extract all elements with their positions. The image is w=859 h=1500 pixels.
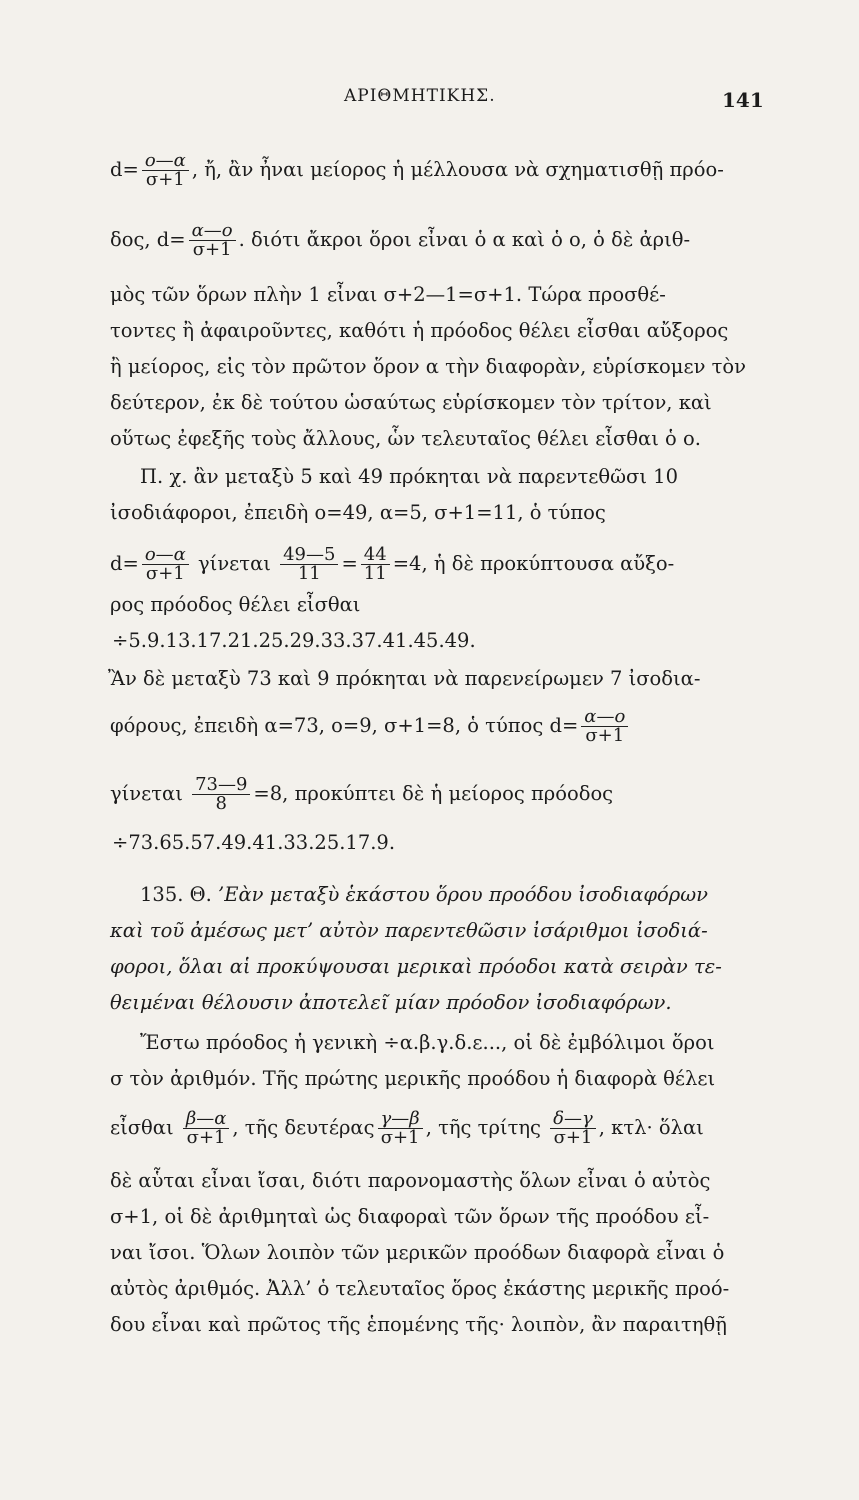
text-line: τοντες ἢ ἀφαιροῦντες, καθότι ἡ πρόοδος θέλει εἶσθαι αὔξορος [110, 319, 729, 342]
text-line: ρος πρόοδος θέλει εἶσθαι [110, 593, 361, 616]
text-line: δου εἶναι καὶ πρῶτος τῆς ἑπομένης τῆς· λοιπὸν, ἂν παραιτηθῇ [110, 1313, 727, 1336]
theorem-line [140, 882, 708, 908]
text-line: αὐτὸς ἀριθμός. Ἀλλ’ ὁ τελευταῖος ὅρος ἑκάστης μερικῆς προό- [110, 1277, 730, 1300]
fraction: $\frac{\beta—\alpha}{\sigma+1}$ [183, 1110, 230, 1147]
text-span: , ἤ, ἂν ἦναι μείορος ἡ μέλλουσα νὰ σχηματισθῇ πρόο- [191, 158, 724, 181]
text-line [110, 222, 690, 259]
text-span: =8, προκύπτει δὲ ἡ μείορος πρόοδος [253, 782, 614, 805]
fraction: $\frac{73—9}{8}$ [192, 776, 250, 813]
fraction: $\frac{o—\alpha}{\sigma+1}$ [142, 546, 189, 583]
text-line: σ+1, οἱ δὲ ἀριθμηταὶ ὡς διαφοραὶ τῶν ὅρων τῆς προόδου εἶ- [110, 1205, 710, 1228]
fraction: $\frac{\alpha—o}{\sigma+1}$ [581, 708, 628, 745]
text-line: οὕτως ἐφεξῆς τοὺς ἄλλους, ὧν τελευταῖος θέλει εἶσθαι ὁ ο. [110, 427, 701, 450]
text-line: ἢ μείορος, εἰς τὸν πρῶτον ὅρον α τὴν διαφορὰν, εὑρίσκομεν τὸν [110, 355, 747, 378]
text-span: , κτλ· ὅλαι [598, 1116, 704, 1139]
theorem-line: καὶ τοῦ ἀμέσως μετ’ αὐτὸν παρεντεθῶσιν ἰσάριθμοι ἰσοδιά- [110, 919, 708, 942]
text-span: . διότι ἄκροι ὅροι εἶναι ὁ α καὶ ὁ ο, ὁ δὲ ἀριθ- [238, 228, 691, 251]
text-line [110, 1110, 704, 1147]
text-line [110, 546, 674, 583]
text-span: , τῆς τρίτης [425, 1116, 548, 1139]
fraction: $\frac{\delta—\gamma}{\sigma+1}$ [550, 1110, 596, 1147]
text-line: Ἔστω πρόοδος ἡ γενικὴ ÷α.β.γ.δ.ε..., οἱ δὲ ἐμβόλιμοι ὅροι [140, 1031, 715, 1054]
theorem-line: φοροι, ὅλαι αἱ προκύψουσαι μερικαὶ πρόοδοι κατὰ σειρὰν τε- [110, 955, 722, 978]
formula-lhs: δος, d= [110, 228, 186, 251]
fraction: $\frac{49—5}{11}$ [280, 546, 338, 583]
text-line [110, 152, 724, 189]
text-span: = [341, 552, 358, 575]
text-line [110, 708, 631, 745]
text-line: δὲ αὗται εἶναι ἴσαι, διότι παρονομαστὴς ὅλων εἶναι ὁ αὐτὸς [110, 1169, 711, 1192]
text-span: γίνεται [110, 782, 190, 805]
text-line: δεύτερον, ἐκ δὲ τούτου ὡσαύτως εὑρίσκομεν τὸν τρίτον, καὶ [110, 391, 712, 414]
text-line: ναι ἴσοι. Ὅλων λοιπὸν τῶν μερικῶν προόδων διαφορὰ εἶναι ὁ [110, 1241, 725, 1264]
fraction: $\frac{\gamma—\beta}{\sigma+1}$ [378, 1110, 423, 1147]
text-line: ÷73.65.57.49.41.33.25.17.9. [112, 831, 396, 854]
theorem-text: ’Εὰν μεταξὺ ἑκάστου ὅρου προόδου ἰσοδιαφόρων [218, 883, 709, 906]
text-line: ÷5.9.13.17.21.25.29.33.37.41.45.49. [112, 629, 476, 652]
text-span: γίνεται [191, 552, 278, 575]
text-span: , τῆς δευτέρας [232, 1116, 375, 1139]
formula-lhs: d= [110, 552, 139, 575]
page-number: 141 [722, 88, 764, 112]
text-line: Π. χ. ἂν μεταξὺ 5 καὶ 49 πρόκηται νὰ παρεντεθῶσι 10 [140, 465, 678, 488]
text-line: σ τὸν ἀριθμόν. Τῆς πρώτης μερικῆς προόδου ἡ διαφορὰ θέλει [110, 1067, 716, 1090]
section-number: 135. Θ. [140, 883, 212, 906]
text-span: =4, ἡ δὲ προκύπτουσα αὔξο- [392, 552, 675, 575]
fraction: $\frac{44}{11}$ [361, 546, 390, 583]
text-span: εἶσθαι [110, 1116, 180, 1139]
text-line: μὸς τῶν ὅρων πλὴν 1 εἶναι σ+2—1=σ+1. Τώρα προσθέ- [110, 283, 666, 306]
theorem-line: θειμέναι θέλουσιν ἀποτελεῖ μίαν πρόοδον ἰσοδιαφόρων. [110, 991, 672, 1014]
fraction: $\frac{\alpha—o}{\sigma+1}$ [189, 222, 236, 259]
text-line: Ἂν δὲ μεταξὺ 73 καὶ 9 πρόκηται νὰ παρενείρωμεν 7 ἰσοδια- [108, 667, 701, 690]
formula-lhs: d= [110, 158, 139, 181]
text-line: ἰσοδιάφοροι, ἐπειδὴ ο=49, α=5, σ+1=11, ὁ τύπος [110, 501, 606, 524]
running-header: ΑΡΙΘΜΗΤΙΚΗΣ. [344, 86, 496, 106]
text-span: φόρους, ἐπειδὴ α=73, ο=9, σ+1=8, ὁ τύπος d= [110, 714, 579, 737]
text-line [110, 776, 613, 813]
fraction: $\frac{o—\alpha}{\sigma+1}$ [142, 152, 189, 189]
